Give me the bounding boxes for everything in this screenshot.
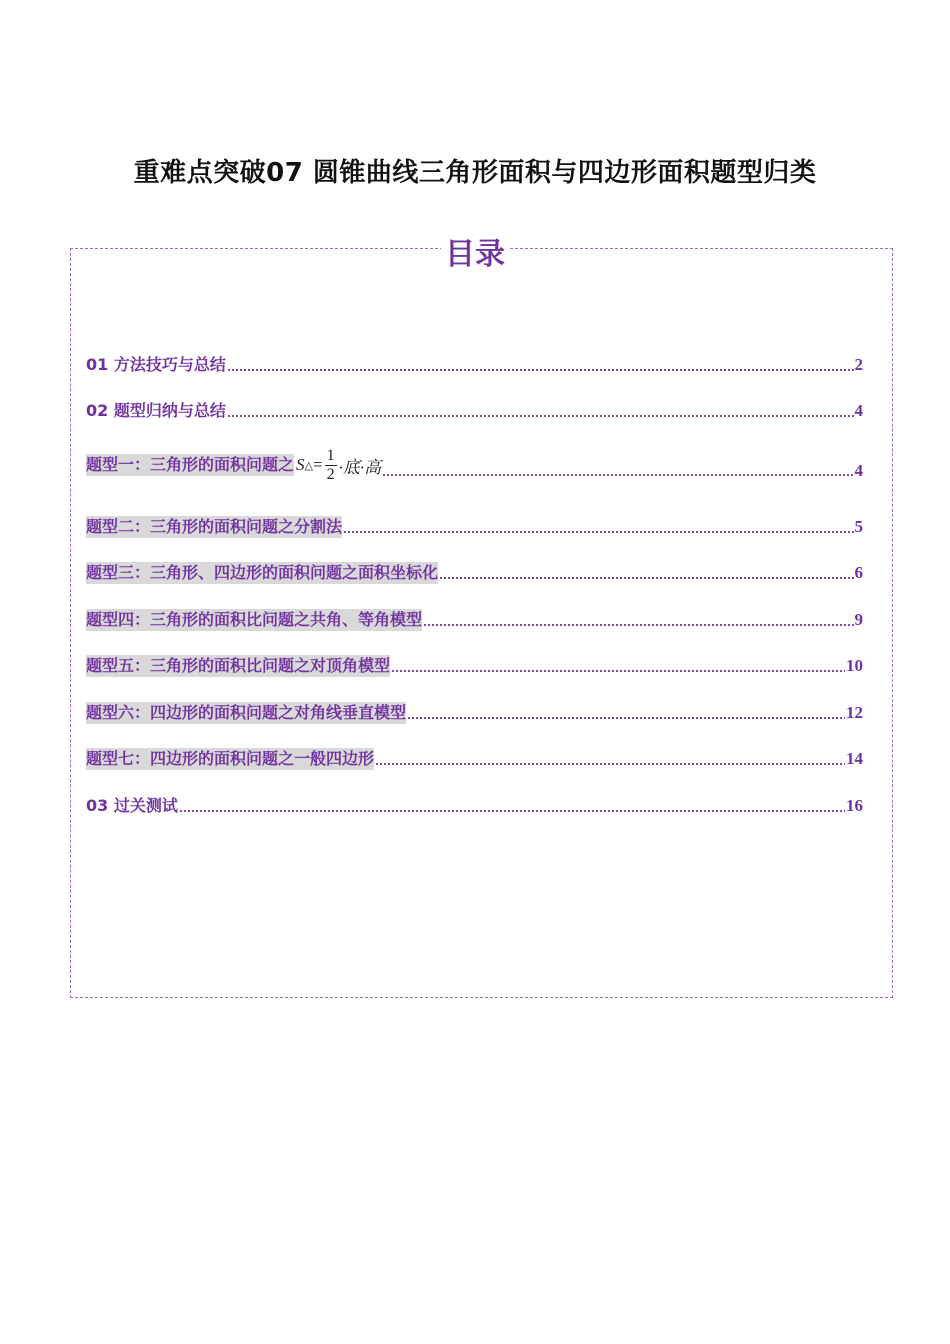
- toc-entry-page: 4: [854, 401, 863, 420]
- toc-entry-page: 6: [854, 563, 863, 582]
- toc-entry-page: 5: [854, 517, 863, 536]
- toc-entry-label: 题型五：三角形的面积比问题之对顶角模型: [86, 656, 391, 675]
- toc-entry-page: 4: [854, 461, 863, 480]
- toc-entry[interactable]: [86, 514, 863, 538]
- toc-entry-label: 03 过关测试: [86, 796, 178, 815]
- toc-entry-label: 题型二：三角形的面积问题之分割法: [86, 517, 343, 536]
- toc-leader-dots: [227, 369, 854, 371]
- toc-entry-label: 题型七：四边形的面积问题之一般四边形: [86, 749, 375, 768]
- toc-leader-dots: [382, 474, 853, 476]
- toc-entry[interactable]: [86, 653, 863, 677]
- toc-leader-dots: [423, 624, 853, 626]
- toc-entry[interactable]: [86, 398, 863, 422]
- toc-entry[interactable]: [86, 607, 863, 631]
- toc-leader-dots: [375, 763, 845, 765]
- toc-entry-label: 题型一：三角形的面积问题之: [86, 455, 295, 474]
- toc-leader-dots: [227, 415, 854, 417]
- toc-entry[interactable]: [86, 352, 863, 376]
- area-formula: S △ = $\frac{1}{2}$ ·底·高: [296, 446, 382, 483]
- toc-entry-label: 01 方法技巧与总结: [86, 355, 226, 374]
- document-title: 重难点突破07 圆锥曲线三角形面积与四边形面积题型归类: [133, 158, 817, 188]
- toc-entry[interactable]: [86, 793, 863, 817]
- toc-entry[interactable]: [86, 444, 863, 486]
- toc-entry-label: 题型三：三角形、四边形的面积问题之面积坐标化: [86, 563, 439, 582]
- toc-entry-page: 12: [846, 703, 863, 722]
- toc-entry-page: 10: [846, 656, 863, 675]
- toc-entry-page: 16: [846, 796, 863, 815]
- toc-heading-text: 目录: [441, 237, 509, 272]
- toc-heading: [0, 229, 950, 273]
- toc-entry[interactable]: [86, 746, 863, 770]
- toc-entry-page: 14: [846, 749, 863, 768]
- toc-entry[interactable]: [86, 560, 863, 584]
- toc-leader-dots: [391, 670, 845, 672]
- fraction: $\frac{1}{2}$: [326, 446, 335, 483]
- toc-entry[interactable]: [86, 700, 863, 724]
- toc-leader-dots: [439, 577, 853, 579]
- toc-entry-page: 9: [854, 610, 863, 629]
- toc-entry-label: 题型四：三角形的面积比问题之共角、等角模型: [86, 610, 423, 629]
- toc-entry-label: 02 题型归纳与总结: [86, 401, 226, 420]
- toc-leader-dots: [179, 810, 845, 812]
- toc-leader-dots: [343, 531, 853, 533]
- toc-leader-dots: [407, 717, 845, 719]
- toc-entry-label: 题型六：四边形的面积问题之对角线垂直模型: [86, 703, 407, 722]
- toc-entry-page: 2: [854, 355, 863, 374]
